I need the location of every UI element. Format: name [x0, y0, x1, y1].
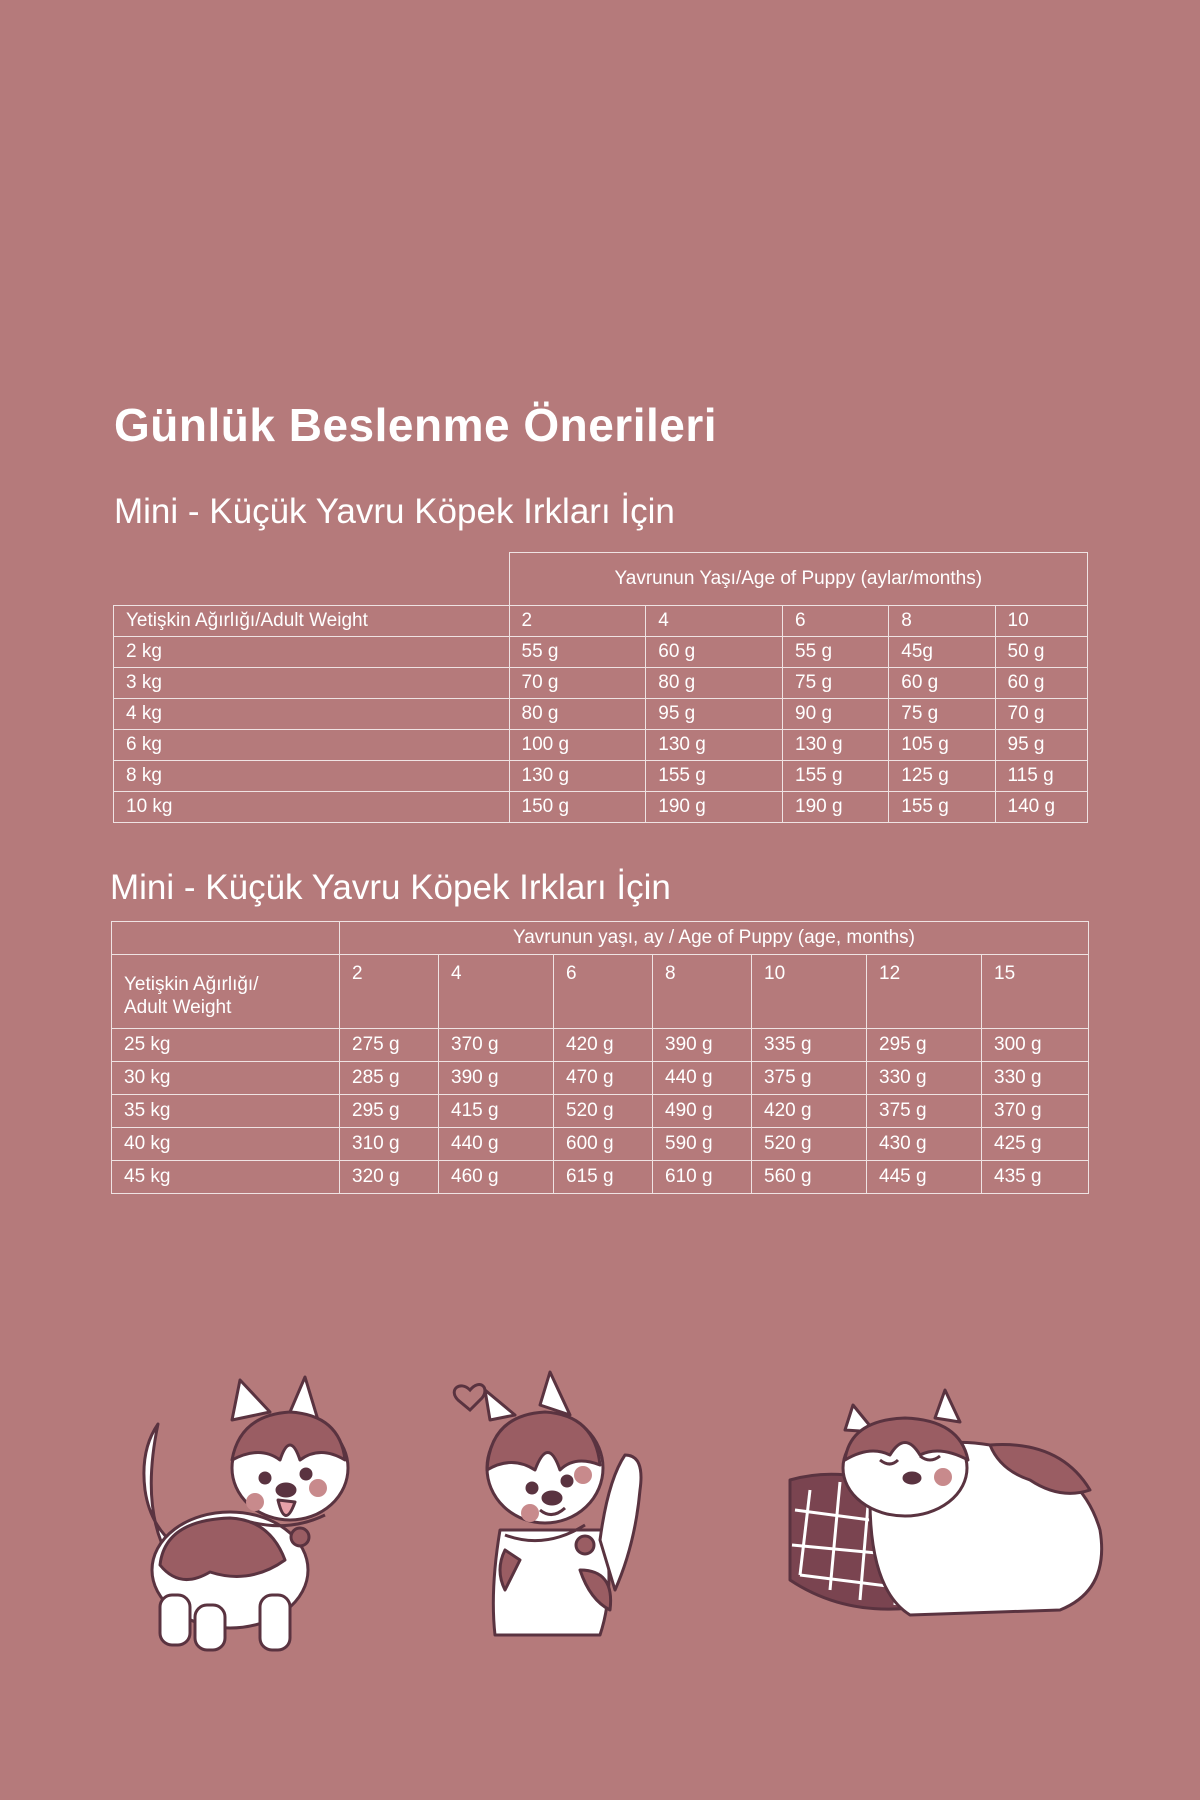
table2-age-cell: 6 [554, 955, 653, 1029]
amount-cell: 55 g [509, 637, 646, 668]
table1-row [114, 668, 1088, 699]
amount-cell: 370 g [439, 1029, 554, 1062]
amount-cell: 370 g [982, 1095, 1089, 1128]
weight-header-line2: Adult Weight [124, 996, 232, 1018]
table2-heading: Mini - Küçük Yavru Köpek Irkları İçin [110, 868, 671, 907]
weight-cell: 8 kg [114, 761, 510, 792]
table1-age-cell: 10 [995, 606, 1088, 637]
table2-row [112, 1095, 1089, 1128]
amount-cell: 60 g [646, 637, 783, 668]
table1-age-header: Yavrunun Yaşı/Age of Puppy (aylar/months) [509, 553, 1088, 606]
page-title: Günlük Beslenme Önerileri [114, 399, 718, 451]
table1-age-cell: 2 [509, 606, 646, 637]
table2-corner [112, 922, 340, 955]
amount-cell: 130 g [783, 730, 889, 761]
amount-cell: 300 g [982, 1029, 1089, 1062]
table1-age-cell: 6 [783, 606, 889, 637]
table2-age-cell: 15 [982, 955, 1089, 1029]
table2-row [112, 1062, 1089, 1095]
table2-age-cell: 12 [867, 955, 982, 1029]
weight-cell: 40 kg [112, 1128, 340, 1161]
amount-cell: 470 g [554, 1062, 653, 1095]
amount-cell: 415 g [439, 1095, 554, 1128]
table1-heading: Mini - Küçük Yavru Köpek Irkları İçin [114, 492, 675, 531]
amount-cell: 610 g [653, 1161, 752, 1194]
amount-cell: 105 g [889, 730, 995, 761]
weight-cell: 35 kg [112, 1095, 340, 1128]
amount-cell: 520 g [554, 1095, 653, 1128]
feeding-table-small-breeds [113, 552, 1088, 823]
weight-cell: 6 kg [114, 730, 510, 761]
table2-age-cell: 8 [653, 955, 752, 1029]
amount-cell: 320 g [340, 1161, 439, 1194]
table2-row [112, 1161, 1089, 1194]
amount-cell: 440 g [653, 1062, 752, 1095]
weight-cell: 45 kg [112, 1161, 340, 1194]
feeding-table-large-breeds [111, 921, 1089, 1194]
table1-row [114, 699, 1088, 730]
amount-cell: 445 g [867, 1161, 982, 1194]
amount-cell: 130 g [509, 761, 646, 792]
weight-cell: 4 kg [114, 699, 510, 730]
amount-cell: 295 g [867, 1029, 982, 1062]
amount-cell: 615 g [554, 1161, 653, 1194]
weight-cell: 25 kg [112, 1029, 340, 1062]
table1-weight-header: Yetişkin Ağırlığı/Adult Weight [114, 606, 510, 637]
table2-age-cell: 2 [340, 955, 439, 1029]
table1-age-cell: 4 [646, 606, 783, 637]
amount-cell: 75 g [889, 699, 995, 730]
amount-cell: 155 g [889, 792, 995, 823]
amount-cell: 560 g [752, 1161, 867, 1194]
amount-cell: 70 g [995, 699, 1088, 730]
table2-row [112, 1128, 1089, 1161]
table2-weight-header [112, 955, 340, 1029]
amount-cell: 125 g [889, 761, 995, 792]
amount-cell: 440 g [439, 1128, 554, 1161]
amount-cell: 80 g [646, 668, 783, 699]
amount-cell: 95 g [995, 730, 1088, 761]
amount-cell: 90 g [783, 699, 889, 730]
amount-cell: 390 g [653, 1029, 752, 1062]
weight-cell: 30 kg [112, 1062, 340, 1095]
amount-cell: 95 g [646, 699, 783, 730]
amount-cell: 155 g [646, 761, 783, 792]
amount-cell: 590 g [653, 1128, 752, 1161]
table1-header-row [114, 606, 1088, 637]
husky-puppy-sleeping-icon [790, 1390, 1102, 1615]
amount-cell: 275 g [340, 1029, 439, 1062]
table1-corner [114, 553, 510, 606]
amount-cell: 140 g [995, 792, 1088, 823]
amount-cell: 390 g [439, 1062, 554, 1095]
amount-cell: 330 g [982, 1062, 1089, 1095]
amount-cell: 310 g [340, 1128, 439, 1161]
amount-cell: 295 g [340, 1095, 439, 1128]
amount-cell: 490 g [653, 1095, 752, 1128]
heart-icon [454, 1385, 485, 1410]
amount-cell: 430 g [867, 1128, 982, 1161]
amount-cell: 435 g [982, 1161, 1089, 1194]
amount-cell: 425 g [982, 1128, 1089, 1161]
husky-puppy-waving-icon [485, 1372, 641, 1635]
table2-age-cell: 10 [752, 955, 867, 1029]
amount-cell: 80 g [509, 699, 646, 730]
amount-cell: 155 g [783, 761, 889, 792]
amount-cell: 420 g [554, 1029, 653, 1062]
table1-row [114, 730, 1088, 761]
amount-cell: 115 g [995, 761, 1088, 792]
amount-cell: 375 g [752, 1062, 867, 1095]
amount-cell: 60 g [995, 668, 1088, 699]
amount-cell: 130 g [646, 730, 783, 761]
weight-cell: 3 kg [114, 668, 510, 699]
amount-cell: 190 g [783, 792, 889, 823]
table1-row [114, 637, 1088, 668]
amount-cell: 375 g [867, 1095, 982, 1128]
amount-cell: 520 g [752, 1128, 867, 1161]
amount-cell: 75 g [783, 668, 889, 699]
amount-cell: 50 g [995, 637, 1088, 668]
amount-cell: 190 g [646, 792, 783, 823]
table1-row [114, 761, 1088, 792]
amount-cell: 285 g [340, 1062, 439, 1095]
amount-cell: 100 g [509, 730, 646, 761]
amount-cell: 150 g [509, 792, 646, 823]
weight-cell: 2 kg [114, 637, 510, 668]
amount-cell: 70 g [509, 668, 646, 699]
table2-row [112, 1029, 1089, 1062]
table2-age-cell: 4 [439, 955, 554, 1029]
table1-row [114, 792, 1088, 823]
amount-cell: 420 g [752, 1095, 867, 1128]
amount-cell: 600 g [554, 1128, 653, 1161]
table1-age-cell: 8 [889, 606, 995, 637]
weight-cell: 10 kg [114, 792, 510, 823]
illustrations [0, 1360, 1200, 1660]
amount-cell: 45g [889, 637, 995, 668]
table2-age-header: Yavrunun yaşı, ay / Age of Puppy (age, months) [340, 922, 1089, 955]
table2-header-row [112, 955, 1089, 1029]
weight-header-line1: Yetişkin Ağırlığı/ [124, 973, 259, 995]
amount-cell: 330 g [867, 1062, 982, 1095]
amount-cell: 60 g [889, 668, 995, 699]
amount-cell: 460 g [439, 1161, 554, 1194]
husky-puppy-standing-icon [144, 1377, 348, 1650]
amount-cell: 55 g [783, 637, 889, 668]
amount-cell: 335 g [752, 1029, 867, 1062]
